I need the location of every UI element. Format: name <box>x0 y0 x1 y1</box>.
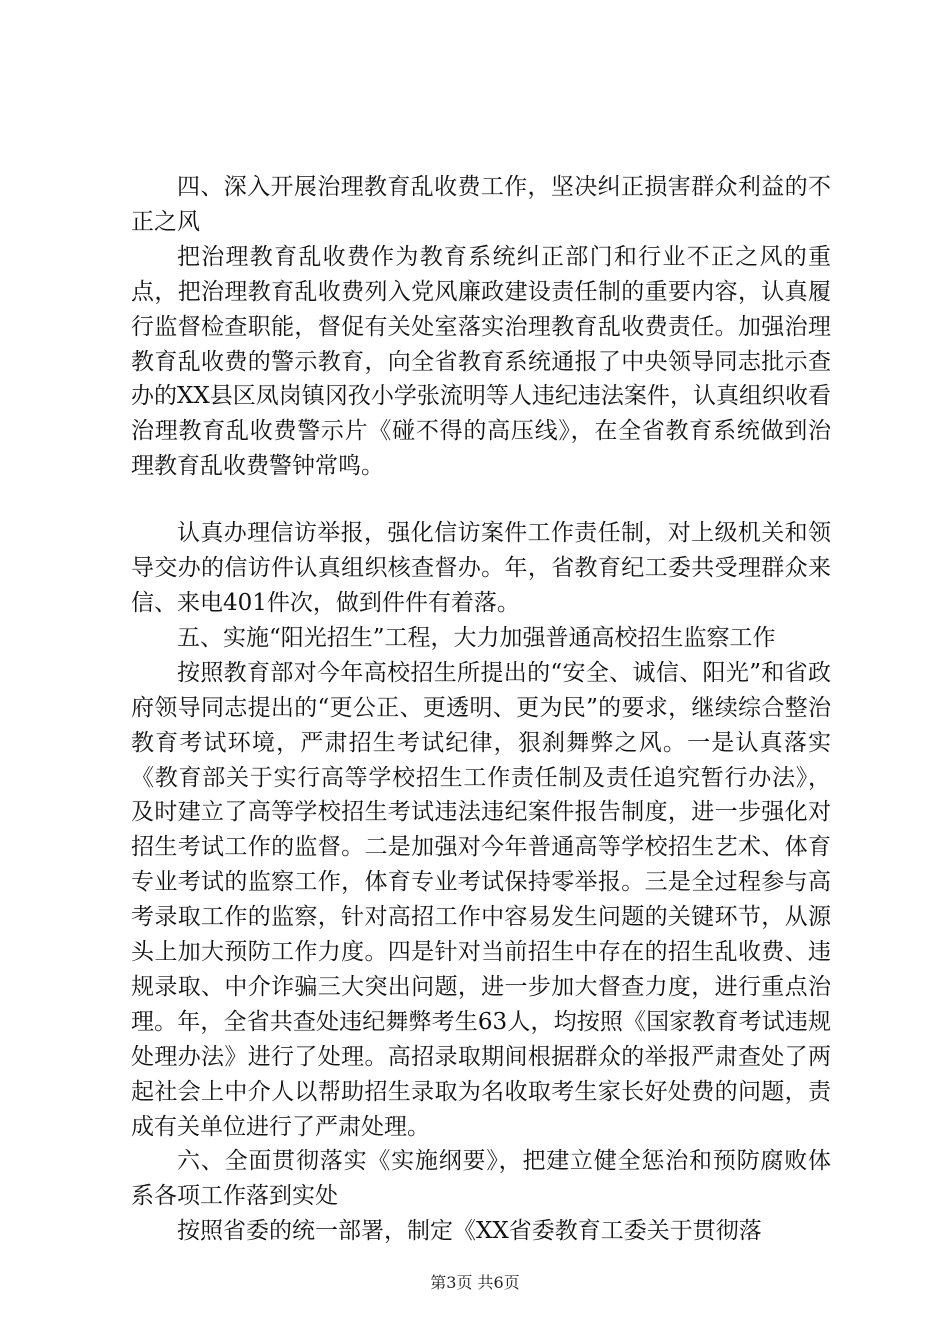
page-number-footer: 第3页 共6页 <box>430 1273 520 1292</box>
paragraph-gap <box>131 484 831 516</box>
section-heading-4: 四、深入开展治理教育乱收费工作，坚决纠正损害群众利益的不正之风 <box>131 174 831 235</box>
paragraph: 把治理教育乱收费作为教育系统纠正部门和行业不正之风的重点，把治理教育乱收费列入党风廉政建设责任制的重要内容，认真履行监督检查职能，督促有关处室落实治理教育乱收费责任。加强治理教育乱收费的警示教育，向全省教育系统通报了中央领导同志批示查办的XX县区凤岗镇冈孜小学张流明等人违纪违法案件，认真组织收看治理教育乱收费警示片《碰不得的高压线》，在全省教育系统做到治理教育乱收费警钟常鸣。 <box>131 243 831 480</box>
section-heading-6: 六、全面贯彻落实《实施纲要》，把建立健全惩治和预防腐败体系各项工作落到实处 <box>131 1148 831 1210</box>
paragraph: 按照省委的统一部署，制定《XX省委教育工委关于贯彻落 <box>177 1218 762 1245</box>
section-heading-5: 五、实施“阳光招生”工程，大力加强普通高校招生监察工作 <box>177 624 776 651</box>
paragraph: 按照教育部对今年高校招生所提出的“安全、诚信、阳光”和省政府领导同志提出的“更公正、更透明、更为民”的要求，继续综合整治教育考试环境，严肃招生考试纪律，狠刹舞弊之风。一是认真落实《教育部关于实行高等学校招生工作责任制及责任追究暂行办法》，及时建立了高等学校招生考试违法违纪案件报告制度，进一步强化对招生考试工作的监督。二是加强对今年普通高等学校招生艺术、体育专业考试的监察工作，体育专业考试保持零举报。三是全过程参与高考录取工作的监察，针对高招工作中容易发生问题的关键环节，从源头上加大预防工作力度。四是针对当前招生中存在的招生乱收费、违规录取、中介诈骗三大突出问题，进一步加大督查力度，进行重点治理。年，全省共查处违纪舞弊考生63人，均按照《国家教育考试违规处理办法》进行了处理。高招录取期间根据群众的举报严肃查处了两起社会上中介人以帮助招生录取为名收取考生家长好处费的问题，责成有关单位进行了严肃处理。 <box>131 659 831 1140</box>
paragraph: 认真办理信访举报，强化信访案件工作责任制，对上级机关和领导交办的信访件认真组织核查督办。年，省教育纪工委共受理群众来信、来电401件次，做到件件有着落。 <box>131 520 831 616</box>
document-body <box>131 170 831 1249</box>
